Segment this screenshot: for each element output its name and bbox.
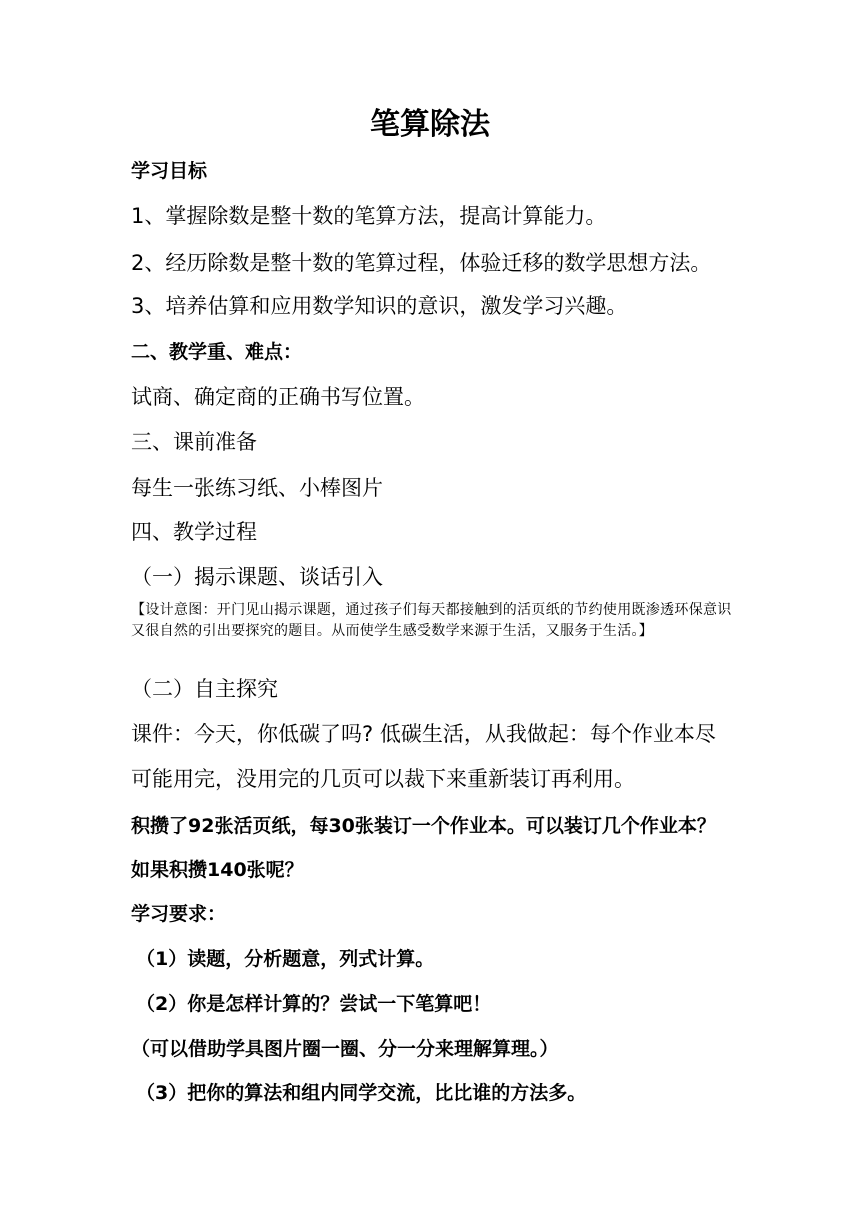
section-heading-learning-goals: 学习目标 xyxy=(131,160,208,182)
requirement-item-3: （3）把你的算法和组内同学交流，比比谁的方法多。 xyxy=(136,1082,587,1104)
preparation-text: 每生一张练习纸、小棒图片 xyxy=(131,476,383,500)
requirement-item-1: （1）读题，分析题意，列式计算。 xyxy=(136,948,435,970)
problem-question-2: 如果积攒140张呢？ xyxy=(131,859,304,881)
design-intent-note: 【设计意图：开门见山揭示课题，通过孩子们每天都接触到的活页纸的节约使用既渗透环保意识又很自然的引出要探究的题目。从而使学生感受数学来源于生活，又服务于生活。】 xyxy=(131,602,732,639)
section-heading-key-points: 二、教学重、难点： xyxy=(131,341,303,363)
goal-item-1: 1、掌握除数是整十数的笔算方法，提高计算能力。 xyxy=(131,204,607,228)
section-heading-requirements: 学习要求： xyxy=(131,903,227,925)
requirement-note: （可以借助学具图片圈一圈、分一分来理解算理。） xyxy=(131,1038,559,1060)
subsection-heading-explore: （二）自主探究 xyxy=(131,677,278,701)
key-points-text: 试商、确定商的正确书写位置。 xyxy=(131,385,425,409)
courseware-text-line-2: 可能用完，没用完的几页可以裁下来重新装订再利用。 xyxy=(131,767,635,791)
subsection-heading-intro: （一）揭示课题、谈话引入 xyxy=(131,565,383,589)
section-heading-process: 四、教学过程 xyxy=(131,520,257,544)
section-heading-preparation: 三、课前准备 xyxy=(131,430,257,454)
courseware-text-line-1: 课件：今天，你低碳了吗? 低碳生活，从我做起：每个作业本尽 xyxy=(131,722,716,746)
goal-item-3: 3、培养估算和应用数学知识的意识，激发学习兴趣。 xyxy=(131,294,628,318)
problem-question-1: 积攒了92张活页纸，每30张装订一个作业本。可以装订几个作业本？ xyxy=(131,815,716,837)
requirement-item-2: （2）你是怎样计算的？尝试一下笔算吧！ xyxy=(136,993,492,1015)
document-title: 笔算除法 xyxy=(370,107,490,142)
goal-item-2: 2、经历除数是整十数的笔算过程，体验迁移的数学思想方法。 xyxy=(131,251,712,275)
